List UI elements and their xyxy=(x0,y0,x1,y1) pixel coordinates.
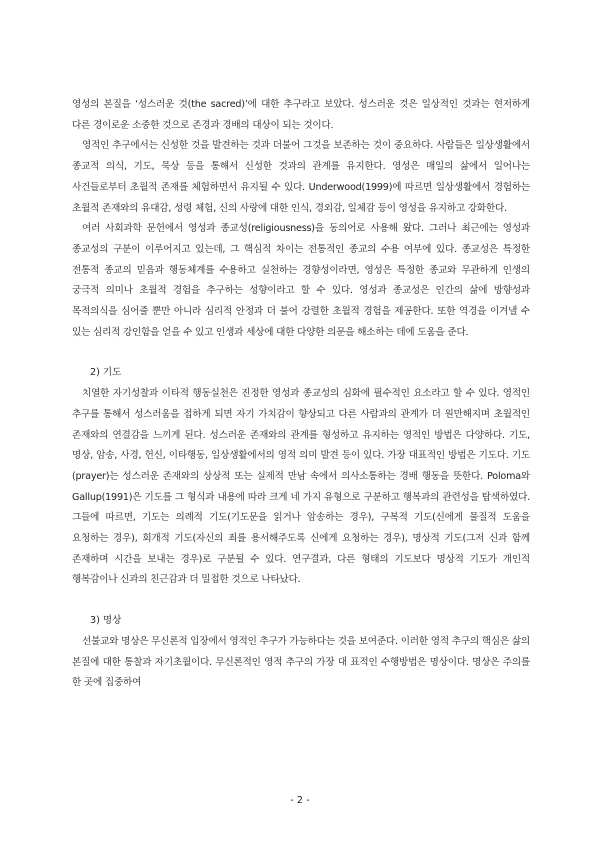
body-paragraph: 치열한 자기성찰과 이타적 행동실천은 진정한 영성과 종교성의 심화에 필수적인 요소라고 할 수 있다. 영적인 추구를 통해서 성스러움을 접하게 되면 자기 가치감이 향상되고 다른 사람과의 관계가 더 원만해지며 초월적인 존재와의 연결감을 느끼게 된다. 성스러운 존재와의 관계를 형성하고 유지하는 영적인 방법은 다양하다. 기도, 명상, 암송, 사경, 헌신, 이타행동, 일상생활에서의 영적 의미 발견 등이 있다. 가장 대표적인 방법은 기도다. 기도(prayer)는 성스러운 존재와의 상상적 또는 실제적 만남 속에서 의사소통하는 경배 행동을 뜻한다. Poloma와 Gallup(1991)은 기도를 그 형식과 내용에 따라 크게 네 가지 유형으로 구분하고 행복과의 관련성을 탐색하였다. 그들에 따르면, 기도는 의례적 기도(기도문을 읽거나 암송하는 경우), 구복적 기도(신에게 물질적 도움을 요청하는 경우), 회개적 기도(자신의 죄를 용서해주도록 신에게 요청하는 경우), 명상적 기도(그저 신과 함께 존재하며 시간을 보내는 경우)로 구분될 수 있다. 연구결과, 다른 형태의 기도보다 명상적 기도가 개인적 행복감이나 신과의 친근감과 더 밀접한 것으로 나타났다. xyxy=(72,388,530,586)
body-paragraph: 영성의 본질을 ‘성스러운 것(the sacred)’에 대한 추구라고 보았다. 성스러운 것은 일상적인 것과는 현저하게 다른 경이로운 소중한 것으로 존경과 경배의 대상이 되는 것이다. xyxy=(72,99,530,131)
section-spacer xyxy=(72,591,530,611)
page-number: - 2 - xyxy=(290,795,310,806)
section-heading-prayer: 2) 기도 xyxy=(90,367,122,379)
body-paragraph: 영적인 추구에서는 신성한 것을 발견하는 것과 더불어 그것을 보존하는 것이 중요하다. 사람들은 일상생활에서 종교적 의식, 기도, 묵상 등을 통해서 신성한 것과의 관계를 유지한다. 영성은 매일의 삶에서 일어나는 사건들로부터 초월적 존재를 체험하면서 유지될 수 있다. Underwood(1999)에 따르면 일상생활에서 경험하는 초월적 존재와의 유대감, 성령 체험, 신의 사랑에 대한 인식, 경외감, 일체감 등이 영성을 유지하고 강화한다. xyxy=(72,140,530,214)
body-paragraph: 선불교와 명상은 무신론적 입장에서 영적인 추구가 가능하다는 것을 보여준다. 이러한 영적 추구의 핵심은 삶의 본질에 대한 통찰과 자기초월이다. 무신론적인 영적 추구의 가장 대 표적인 수행방법은 명상이다. 명상은 주의를 한 곳에 집중하여 xyxy=(72,635,530,689)
document-page xyxy=(72,95,530,694)
section-spacer xyxy=(72,343,530,363)
body-paragraph: 여러 사회과학 문헌에서 영성과 종교성(religiousness)을 동의어로 사용해 왔다. 그러나 최근에는 영성과 종교성의 구분이 이루어지고 있는데, 그 핵심적 차이는 전통적인 종교의 수용 여부에 있다. 종교성은 특정한 전통적 종교의 믿음과 행동체계를 수용하고 실천하는 경향성이라면, 영성은 특정한 종교와 무관하게 인생의 궁극적 의미나 초월적 경험을 추구하는 성향이라고 할 수 있다. 영성과 종교성은 인간의 삶에 방향성과 목적의식을 심어줄 뿐만 아니라 심리적 안정과 더 불어 강렬한 초월적 경험을 제공한다. 또한 역경을 이겨낼 수 있는 심리적 강인함을 얻을 수 있고 인생과 세상에 대한 다양한 의문을 해소하는 데에 도움을 준다. xyxy=(72,223,530,338)
section-heading-meditation: 3) 명상 xyxy=(90,615,122,627)
